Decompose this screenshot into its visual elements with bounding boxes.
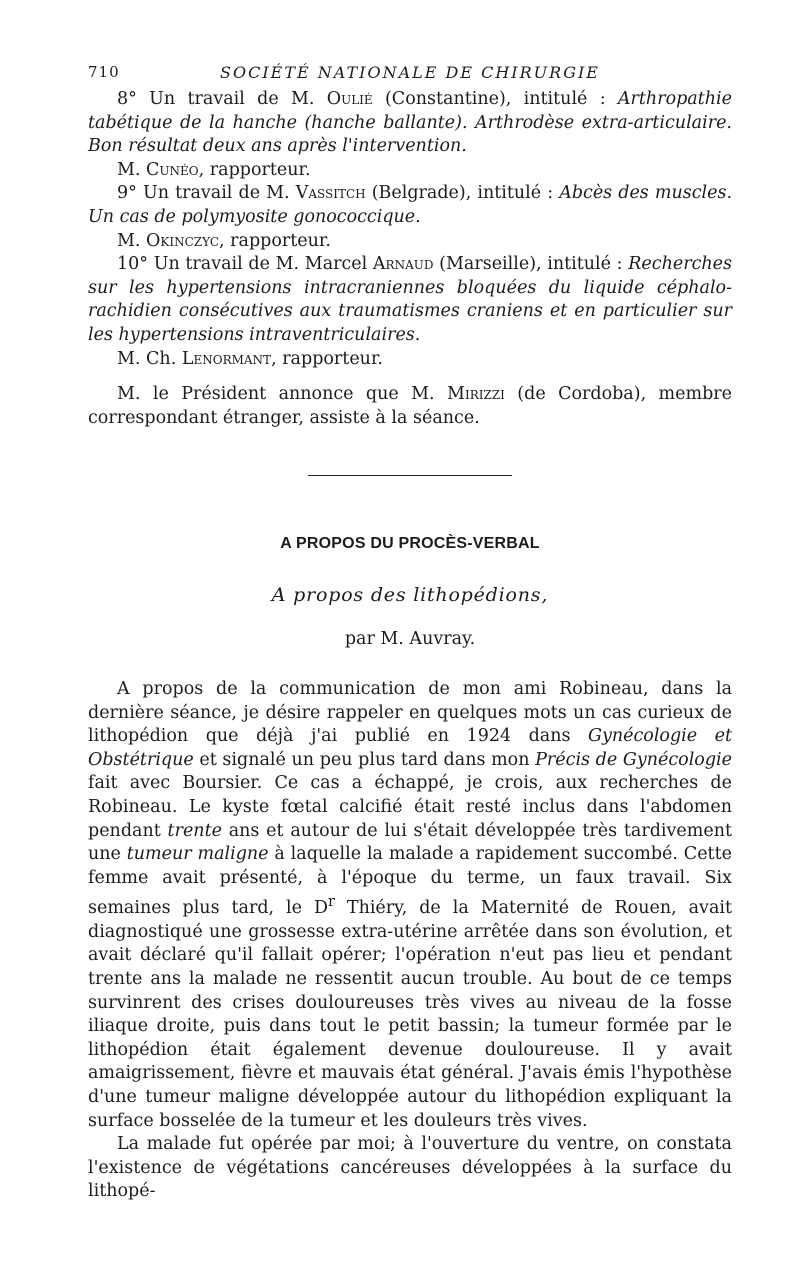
rapporteur-name: Okinczyc [146,230,220,251]
member-name: Mirizzi [447,384,505,405]
book-title: Précis de Gynécologie [535,749,732,770]
item-number: 10° [117,254,149,275]
journal-title: Gynécologie et Obstétrique [88,726,732,770]
item-number: 8° [117,89,137,109]
article-byline: par M. Auvray. [344,628,476,649]
communication-item-10: 10° Un travail de M. Marcel Arnaud (Marseille), intitulé : Recherches sur les hypertensions intracraniennes bloquées du liquide céphalo-rachidien consécutives aux traumatismes craniens et en particulier sur les hypertensions intraventriculaires. [88,254,732,345]
emphasis-trente: trente [167,820,222,841]
rapporteur-line-10: M. Ch. Lenormant, rapporteur. [117,348,383,369]
article-paragraph-1: A propos de la communication de mon ami Robineau, dans la dernière séance, je désire rappeler en quelques mots un cas curieux de lithopédion que déjà j'ai publié en 1924 dans Gynécologie et Obstétrique et signalé un peu plus tard dans mon Précis de Gynécologie fait avec Boursier. Ce cas a échappé, je crois, aux recherches de Robineau. Le kyste fœtal calcifié était resté inclus dans l'abdomen pendant trente ans et autour de lui s'était développée très tardivement une tumeur maligne à laquelle la malade a rapidement succombé. Cette femme avait présenté, à l'époque du terme, un faux travail. Six semaines plus tard, le $D^r$ Thiéry, de la Maternité de Rouen, avait diagnostiqué une grossesse extra-utérine arrêtée dans son évolution, et avait déclaré qu'il fallait opérer; l'opération n'eut pas lieu et pendant trente ans la malade ne ressentit aucun trouble. Au bout de ce temps survinrent des crises douloureuses très vives au niveau de la fosse iliaque droite, puis dans tout le petit bassin; la tumeur formée par le lithopédion était également devenue douloureuse. Il y avait amaigrissement, fièvre et mauvais état général. J'avais émis l'hypothèse d'une tumeur maligne développée autour du lithopédion expliquant la surface bosselée de la tumeur et les douleurs très vives. [88,679,733,1131]
page-header [88,58,732,88]
page-number: 710 [88,63,120,81]
running-title: SOCIÉTÉ NATIONALE DE CHIRURGIE [220,63,600,82]
communication-item-8: 8° Un travail de M. Oulié (Constantine), intitulé : Arthropathie tabétique de la hanche (hanche ballante). Arthrodèse extra-articulaire. Bon résultat deux ans après l'intervention. [88,89,732,157]
item-title: Arthropathie tabétique de la hanche (hanche ballante). Arthrodèse extra-articulaire. Bon résultat deux ans après l'intervention. [88,89,732,157]
communication-item-9: 9° Un travail de M. Vassitch (Belgrade), intitulé : Abcès des muscles. Un cas de polymyosite gonococcique. [88,183,733,227]
article-title: A propos des lithopédions, [271,583,549,606]
rapporteur-line-8: M. Cunéo, rapporteur. [117,159,311,180]
president-announcement: M. le Président annonce que M. Mirizzi (de Cordoba), membre correspondant étranger, assiste à la séance. [88,384,733,428]
item-author: Arnaud [372,254,434,275]
item-title: Recherches sur les hypertensions intracraniennes bloquées du liquide céphalo-rachidien consécutives aux traumatismes craniens et en particulier sur les hypertensions intraventriculaires. [88,254,732,345]
rapporteur-line-9: M. Okinczyc, rapporteur. [117,230,331,251]
document-page [88,58,732,1204]
section-divider [308,475,512,476]
article-paragraph-2: La malade fut opérée par moi; à l'ouverture du ventre, on constata l'existence de végétations cancéreuses développées à la surface du lithopé- [88,1134,732,1202]
rapporteur-name: Lenormant [181,348,272,369]
item-title: Abcès des muscles. Un cas de polymyosite gonococcique. [88,183,733,227]
emphasis-tumeur: tumeur maligne [126,844,269,865]
item-author: Vassitch [295,183,366,204]
rapporteur-name: Cunéo [146,159,199,180]
spacer [88,371,732,383]
item-number: 9° [117,183,137,204]
section-heading: A PROPOS DU PROCÈS-VERBAL [280,535,540,553]
doctor-abbreviation-sup: r [327,893,335,911]
item-author: Oulié [326,89,373,109]
